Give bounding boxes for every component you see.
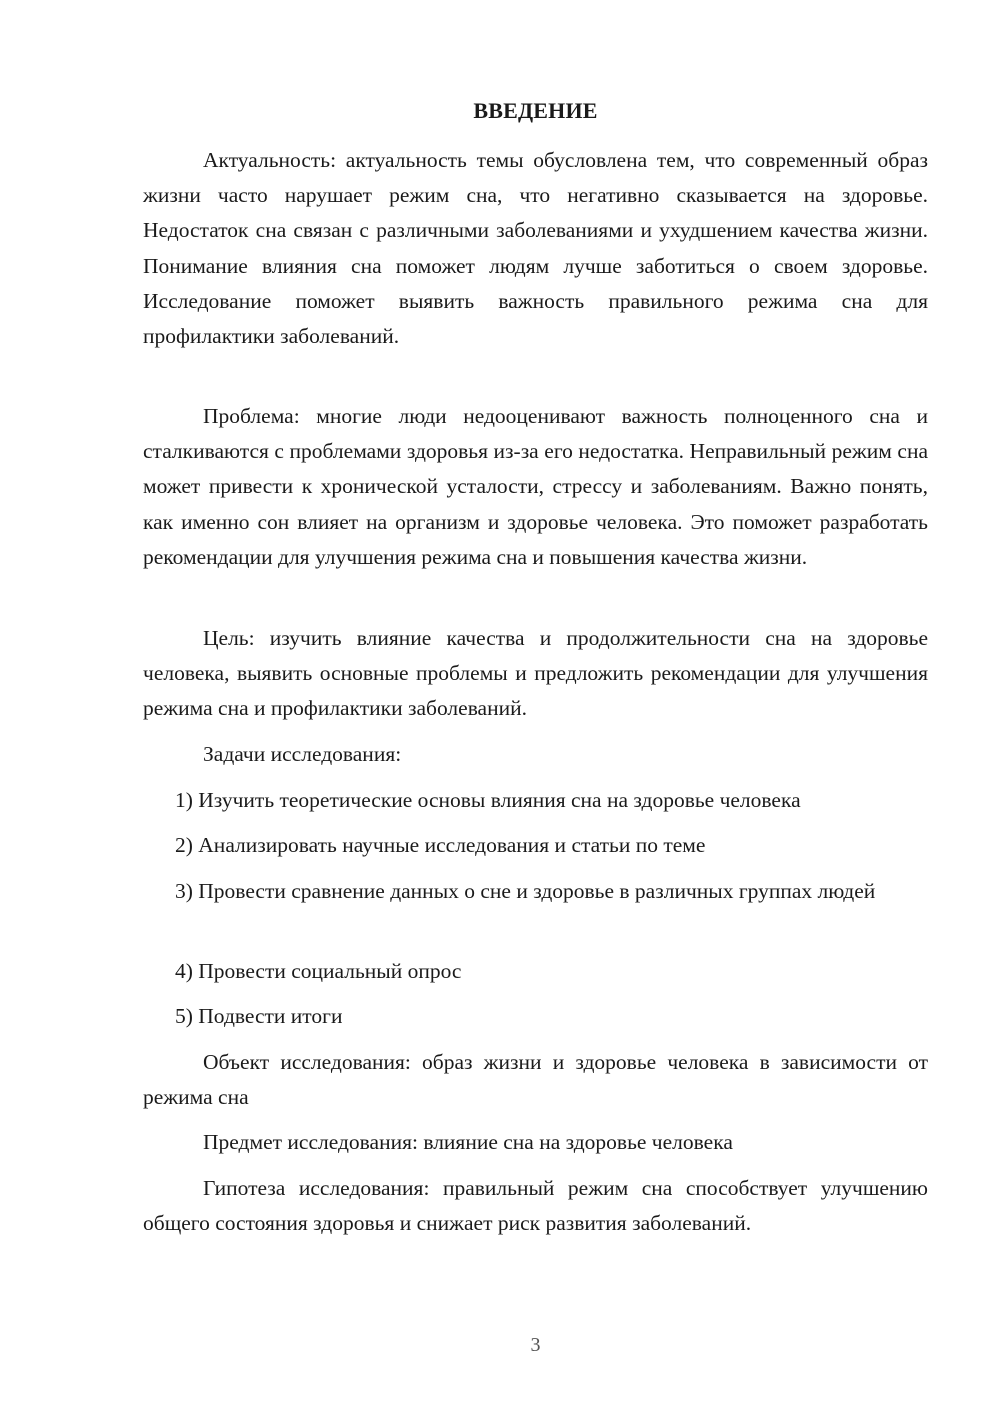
paragraph-subject: Предмет исследования: влияние сна на здоровье человека: [203, 1130, 733, 1154]
page-number: 3: [530, 1334, 541, 1356]
task-item-2: 2) Анализировать научные исследования и статьи по теме: [175, 833, 706, 857]
task-item-1: 1) Изучить теоретические основы влияния сна на здоровье человека: [175, 788, 801, 812]
task-item-5: 5) Подвести итоги: [175, 1004, 343, 1028]
task-item-3: 3) Провести сравнение данных о сне и здоровье в различных группах людей: [175, 879, 876, 903]
paragraph-object: Объект исследования: образ жизни и здоровье человека в зависимости от режима сна: [143, 1050, 928, 1110]
page-title: ВВЕДЕНИЕ: [473, 98, 598, 123]
paragraph-relevance: Актуальность: актуальность темы обусловлена тем, что современный образ жизни часто нарушает режим сна, что негативно сказывается на здоровье. Недостаток сна связан с различными заболеваниями и ухудшением качества жизни. Понимание влияния сна поможет людям лучше заботиться о своем здоровье. Исследование поможет выявить важность правильного режима сна для профилактики заболеваний.: [143, 148, 928, 349]
paragraph-goal: Цель: изучить влияние качества и продолжительности сна на здоровье человека, выявить основные проблемы и предложить рекомендации для улучшения режима сна и профилактики заболеваний.: [143, 626, 928, 721]
paragraph-problem: Проблема: многие люди недооценивают важность полноценного сна и сталкиваются с проблемами здоровья из-за его недостатка. Неправильный режим сна может привести к хронической усталости, стрессу и заболеваниям. Важно понять, как именно сон влияет на организм и здоровье человека. Это поможет разработать рекомендации для улучшения режима сна и повышения качества жизни.: [143, 404, 928, 569]
tasks-heading: Задачи исследования:: [203, 742, 402, 766]
paragraph-hypothesis: Гипотеза исследования: правильный режим сна способствует улучшению общего состояния здоровья и снижает риск развития заболеваний.: [143, 1176, 928, 1236]
task-item-4: 4) Провести социальный опрос: [175, 959, 462, 983]
document-page: [143, 0, 928, 1414]
